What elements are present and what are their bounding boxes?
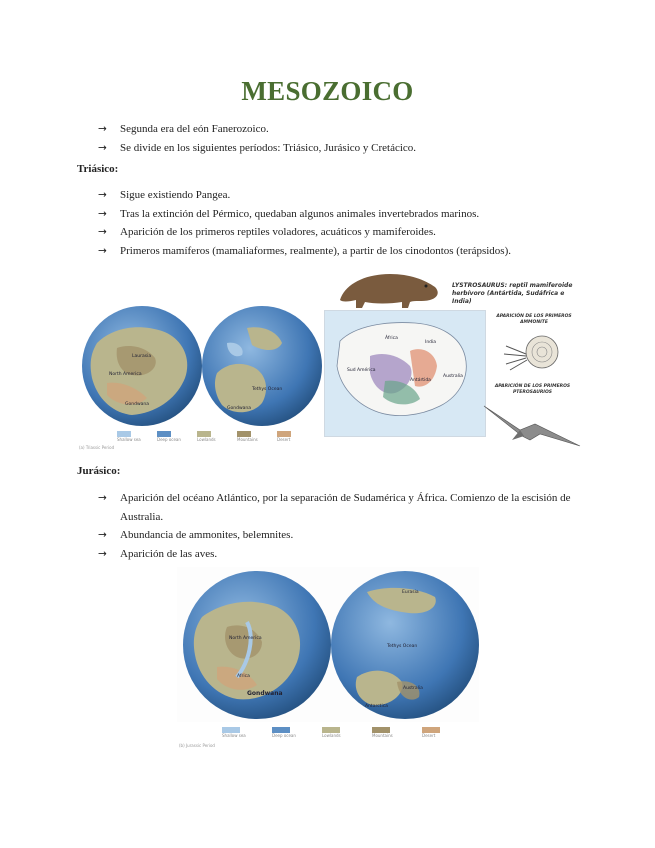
map-label: Gondwana <box>125 402 149 407</box>
eye <box>425 285 428 288</box>
list-item <box>98 489 588 526</box>
jurasico-heading: Jurásico: <box>77 465 121 477</box>
list-item <box>98 186 618 205</box>
arrow-icon: → <box>98 123 107 135</box>
map-label: Laurasia <box>132 354 152 359</box>
map-label: Eurasia <box>402 590 419 595</box>
map-label: Antártida <box>410 378 431 383</box>
list-item-text: Primeros mamíferos (mamaliaformes, realmente), a partir de los cinodontos (terápsidos). <box>120 244 511 257</box>
ammonite-shell <box>526 336 558 368</box>
lystrosaurus-label <box>452 282 580 306</box>
pterosaur-wing <box>484 406 580 446</box>
pterosaur-figure <box>480 384 585 448</box>
label-line: APARICIÓN DE LOS PRIMEROS <box>494 384 571 389</box>
list-item <box>98 545 588 564</box>
map-label: India <box>425 340 437 345</box>
legend-label: Shallow sea <box>117 437 141 442</box>
triasico-heading: Triásico: <box>77 163 119 175</box>
list-item <box>98 120 618 139</box>
label-line: LYSTROSAURUS: reptil mamiferoide <box>452 282 573 289</box>
label-line: AMMONITE <box>520 320 548 325</box>
map-label: North America <box>229 636 262 641</box>
figure-caption: (b) Jurassic Period <box>179 743 215 748</box>
legend-label: Mountains <box>237 437 258 442</box>
globe-right <box>202 306 322 426</box>
map-label: Africa <box>237 674 250 679</box>
map-label: Sud América <box>347 368 376 373</box>
legend-label: Desert <box>422 733 436 738</box>
triassic-globes-figure <box>77 303 324 451</box>
triasico-list <box>98 186 618 260</box>
ammonite-figure <box>484 314 584 380</box>
map-label: Australia <box>443 374 463 379</box>
arrow-icon: → <box>98 226 107 238</box>
lystrosaurus-figure <box>330 262 580 312</box>
map-legend <box>222 727 482 738</box>
list-item-text: Sigue existiendo Pangea. <box>120 189 231 201</box>
list-item <box>98 205 618 224</box>
list-item <box>98 139 618 158</box>
jurassic-globes-figure <box>177 567 479 749</box>
legend-label: Lowlands <box>197 437 216 442</box>
ammonite-illustration <box>484 326 584 378</box>
legend-label: Lowlands <box>322 733 341 738</box>
lystrosaurus-body <box>340 274 438 308</box>
jurassic-globes-illustration <box>177 567 479 722</box>
map-legend <box>117 431 317 442</box>
tentacles <box>504 346 527 370</box>
map-label: África <box>385 336 398 341</box>
list-item <box>98 242 618 261</box>
legend-label: Desert <box>277 437 291 442</box>
map-label: Tethys Ocean <box>387 644 418 649</box>
map-label: Antarctica <box>365 704 388 709</box>
arrow-icon: → <box>98 189 107 201</box>
arrow-icon: → <box>98 529 107 541</box>
label-line: PTEROSAURIOS <box>512 390 553 395</box>
legend-label: Shallow sea <box>222 733 246 738</box>
label-line: APARICIÓN DE LOS PRIMEROS <box>496 314 572 319</box>
lystrosaurus-illustration <box>330 262 450 312</box>
arrow-icon: → <box>98 141 107 154</box>
map-label: Tethys Ocean <box>252 387 283 392</box>
list-item-text: Se divide en los siguientes períodos: Triásico, Jurásico y Cretácico. <box>120 141 417 154</box>
arrow-icon: → <box>98 207 107 220</box>
pangea-map-figure <box>324 310 486 437</box>
list-item-text: Segunda era del eón Fanerozoico. <box>120 123 269 135</box>
list-item <box>98 223 618 242</box>
page-title: MESOZOICO <box>241 76 414 106</box>
list-item-text: Aparición del océano Atlántico, por la separación de Sudamérica y África. Comienzo de la escisión de Australia. <box>120 492 571 523</box>
figure-caption: (a) Triassic Period <box>79 445 115 450</box>
pterosaur-illustration <box>480 396 585 448</box>
intro-list <box>98 120 618 157</box>
label-line: herbívoro (Antártida, Sudáfrica e India) <box>452 290 565 305</box>
arrow-icon: → <box>98 547 107 560</box>
pterosaur-label <box>480 384 585 396</box>
list-item-text: Aparición de los primeros reptiles voladores, acuáticos y mamiferoides. <box>120 226 436 238</box>
ammonite-label <box>484 314 584 326</box>
list-item-text: Tras la extinción del Pérmico, quedaban algunos animales invertebrados marinos. <box>120 207 480 220</box>
arrow-icon: → <box>98 244 107 257</box>
legend-label: Mountains <box>372 733 393 738</box>
map-label: Australia <box>403 686 423 691</box>
list-item-text: Abundancia de ammonites, belemnites. <box>120 529 294 541</box>
arrow-icon: → <box>98 492 107 504</box>
legend-label: Deep ocean <box>157 437 181 442</box>
triassic-globes-illustration <box>77 303 324 451</box>
list-item <box>98 526 588 545</box>
legend-label: Deep ocean <box>272 733 296 738</box>
map-label: Gondwana <box>227 406 251 411</box>
map-label: North America <box>109 372 142 377</box>
map-label: Gondwana <box>247 690 283 697</box>
list-item-text: Aparición de las aves. <box>120 547 218 560</box>
pangea-map-illustration <box>325 311 485 436</box>
jurasico-list <box>98 489 588 563</box>
